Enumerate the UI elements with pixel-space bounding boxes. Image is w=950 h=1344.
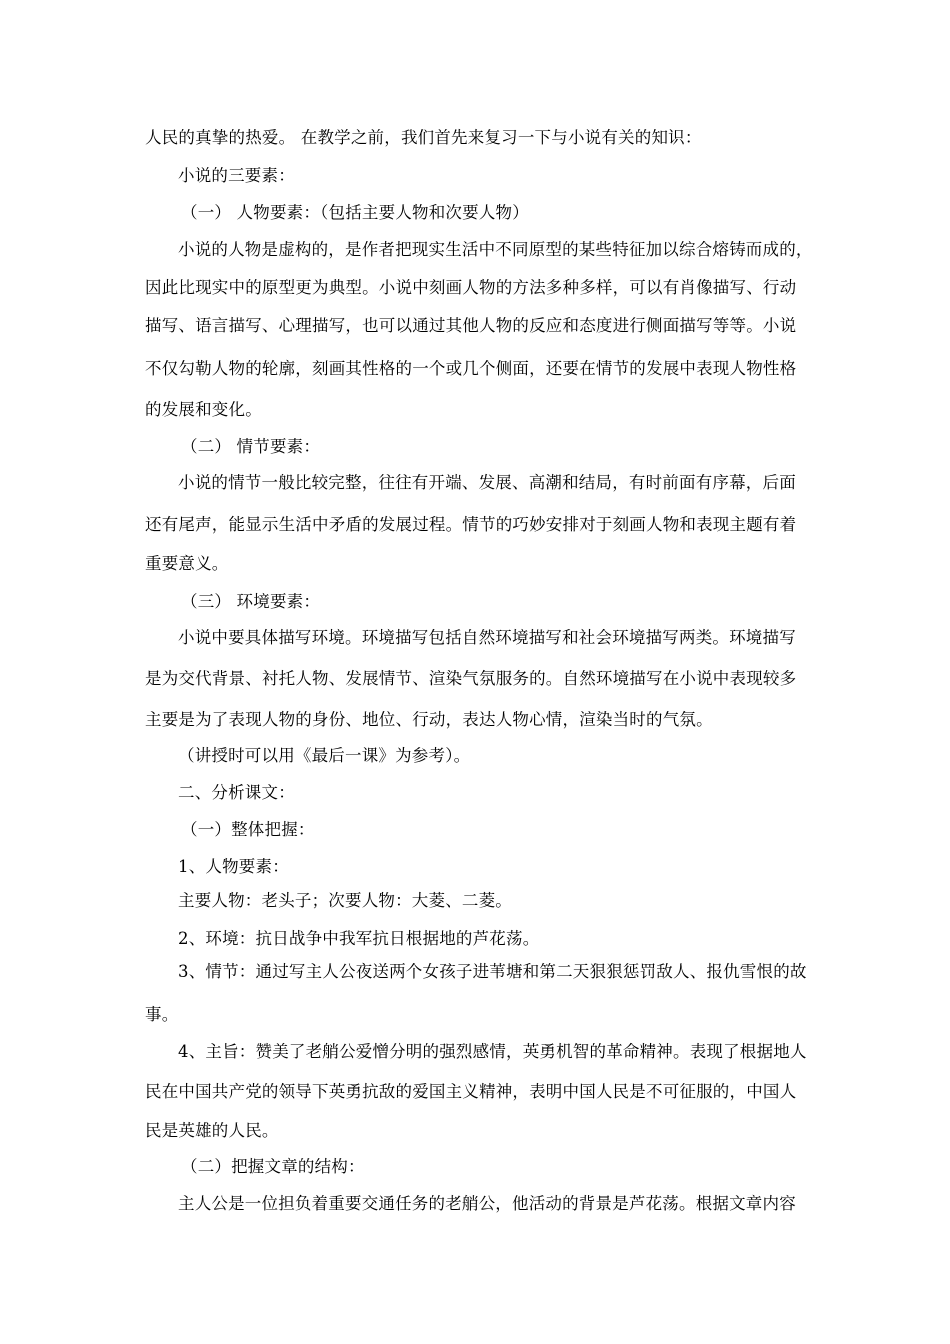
text-line: 4、主旨：赞美了老艄公爱憎分明的强烈感情，英勇机智的革命精神。表现了根据地人 xyxy=(178,1042,807,1061)
text-line: 小说的人物是虚构的，是作者把现实生活中不同原型的某些特征加以综合熔铸而成的， xyxy=(178,240,813,259)
text-line: 2、环境：抗日战争中我军抗日根据地的芦花荡。 xyxy=(178,929,540,948)
text-line: 民在中国共产党的领导下英勇抗敌的爱国主义精神，表明中国人民是不可征服的，中国人 xyxy=(145,1082,797,1101)
text-line: 主要是为了表现人物的身份、地位、行动，表达人物心情，渲染当时的气氛。 xyxy=(145,710,713,729)
text-line: 主要人物：老头子；次要人物：大菱、二菱。 xyxy=(178,891,512,910)
text-line: 重要意义。 xyxy=(145,554,229,573)
text-line: 小说中要具体描写环境。环境描写包括自然环境描写和社会环境描写两类。环境描写 xyxy=(178,628,796,647)
section-heading: 二、分析课文： xyxy=(178,783,295,802)
text-line: 小说的情节一般比较完整，往往有开端、发展、高潮和结局，有时前面有序幕，后面 xyxy=(178,473,796,492)
text-line: 小说的三要素： xyxy=(178,166,295,185)
text-line: 描写、语言描写、心理描写，也可以通过其他人物的反应和态度进行侧面描写等等。小说 xyxy=(145,316,797,335)
text-line: （讲授时可以用《最后一课》为参考）。 xyxy=(178,746,471,765)
section-heading: （二） 情节要素： xyxy=(181,437,321,456)
text-line: 1、人物要素： xyxy=(178,857,289,876)
text-line: 事。 xyxy=(145,1005,179,1024)
section-heading: （三） 环境要素： xyxy=(181,592,321,611)
section-heading: （二）把握文章的结构： xyxy=(181,1157,365,1176)
section-heading: （一）整体把握： xyxy=(181,820,315,839)
text-line: 主人公是一位担负着重要交通任务的老艄公，他活动的背景是芦花荡。根据文章内容 xyxy=(178,1194,796,1213)
text-line: 的发展和变化。 xyxy=(145,400,262,419)
text-line: 民是英雄的人民。 xyxy=(145,1121,279,1140)
section-heading: （一） 人物要素：（包括主要人物和次要人物） xyxy=(181,203,529,222)
text-line: 是为交代背景、衬托人物、发展情节、渲染气氛服务的。自然环境描写在小说中表现较多 xyxy=(145,669,797,688)
text-line: 3、情节：通过写主人公夜送两个女孩子进苇塘和第二天狠狠惩罚敌人、报仇雪恨的故 xyxy=(178,962,807,981)
text-line: 还有尾声，能显示生活中矛盾的发展过程。情节的巧妙安排对于刻画人物和表现主题有着 xyxy=(145,515,797,534)
text-line: 不仅勾勒人物的轮廓，刻画其性格的一个或几个侧面，还要在情节的发展中表现人物性格 xyxy=(145,359,797,378)
text-line: 人民的真挚的热爱。 在教学之前，我们首先来复习一下与小说有关的知识： xyxy=(145,128,702,147)
text-line: 因此比现实中的原型更为典型。小说中刻画人物的方法多种多样，可以有肖像描写、行动 xyxy=(145,278,797,297)
